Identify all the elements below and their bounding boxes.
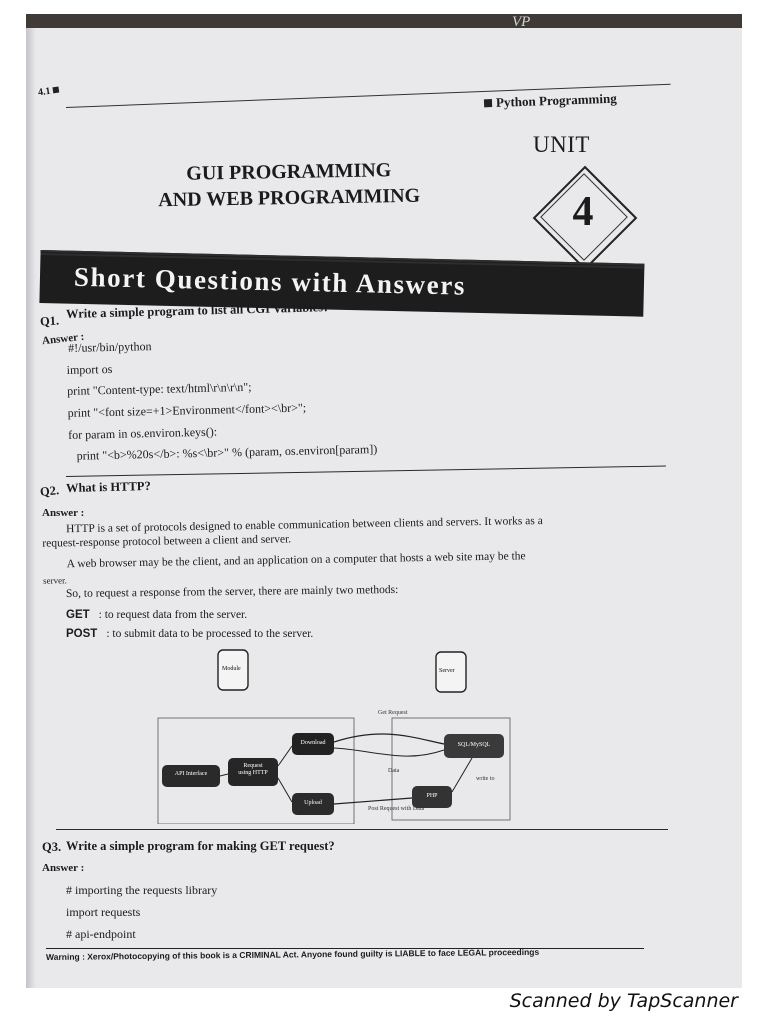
unit-diamond	[532, 165, 634, 267]
code-line: print "<b>%20s</b>: %s<\br>" % (param, os.environ[param])	[76, 441, 378, 463]
method-name: POST	[66, 628, 98, 640]
handwritten-scribble: VP	[512, 14, 531, 30]
unit-label: UNIT	[533, 132, 590, 157]
code-line: for param in os.environ.keys():	[67, 424, 218, 442]
q1-question: Write a simple program to list all CGI Variables?	[65, 300, 330, 321]
paragraph-line: HTTP is a set of protocols designed to enable communication between clients and servers. It works as a	[66, 514, 543, 536]
code-line: # api-endpoint	[66, 927, 136, 941]
square-bullet-icon	[484, 99, 492, 107]
paragraph-line: request-response protocol between a client and server.	[42, 533, 292, 550]
chapter-title-line1: GUI PROGRAMMING	[186, 159, 392, 185]
code-line: import os	[66, 361, 113, 377]
chapter-title-line2: AND WEB PROGRAMMING	[158, 184, 421, 212]
get-request-label: Get Request	[378, 710, 408, 716]
write-to-label: write to	[476, 776, 495, 782]
q3-answer-label: Answer :	[42, 862, 85, 874]
book-spine-shadow	[26, 28, 36, 988]
chapter-title	[124, 156, 455, 214]
running-header: Python Programming	[484, 91, 617, 112]
php-label: PHP	[426, 793, 438, 799]
code-line: import requests	[66, 905, 141, 919]
http-diagram	[154, 646, 516, 824]
request-http-label: Request using HTTP	[238, 763, 268, 776]
method-get	[66, 605, 247, 623]
paragraph-line: server.	[42, 575, 67, 586]
method-desc: : to submit data to be processed to the server.	[106, 628, 314, 640]
paragraph-line: So, to request a response from the server, there are mainly two methods:	[65, 583, 399, 600]
section-rule	[56, 829, 668, 830]
code-line: #!/usr/bin/python	[68, 339, 152, 355]
code-line: print "Content-type: text/html\r\n\r\n";	[66, 379, 252, 398]
copyright-warning: Warning : Xerox/Photocopying of this book is a CRIMINAL Act. Anyone found guilty is LIABLE to face LEGAL proceedings	[45, 946, 540, 962]
paragraph-line: A web browser may be the client, and an application on a computer that hosts a web site may be the	[66, 550, 526, 571]
scanned-page	[26, 14, 742, 988]
code-line: # importing the requests library	[66, 883, 218, 897]
q3-number: Q3.	[42, 840, 62, 854]
q1-number: Q1.	[39, 313, 60, 329]
method-desc: : to request data from the server.	[98, 609, 248, 621]
page-number-marker-icon	[52, 87, 59, 94]
scanner-watermark: Scanned by TapScanner	[509, 990, 738, 1012]
page-top-edge	[26, 14, 742, 28]
module-label: Module	[222, 666, 241, 672]
q3-question: Write a simple program for making GET request?	[66, 839, 335, 853]
data-label: Data	[388, 768, 400, 774]
section-rule	[66, 466, 666, 477]
method-name: GET	[66, 609, 90, 621]
api-interface-label: API Interface	[174, 771, 208, 777]
http-diagram-graphic	[154, 646, 516, 824]
section-banner-title: Short Questions with Answers	[73, 261, 467, 301]
method-post	[66, 624, 313, 642]
post-request-label: Post Request with Data	[368, 806, 425, 812]
unit-number: 4	[572, 189, 594, 235]
upload-label: Upload	[304, 800, 322, 806]
server-label: Server	[439, 668, 455, 674]
q2-question: What is HTTP?	[65, 478, 151, 496]
q1-answer-label: Answer :	[41, 330, 85, 348]
code-line: print "<font size=+1>Environment</font><\br>";	[67, 400, 307, 420]
page-number: 4.1	[37, 85, 59, 99]
q2-number: Q2.	[39, 483, 60, 499]
download-label: Download	[300, 740, 326, 746]
q2-answer-label: Answer :	[42, 507, 85, 519]
db-label: SQL/MySQL	[457, 742, 491, 748]
